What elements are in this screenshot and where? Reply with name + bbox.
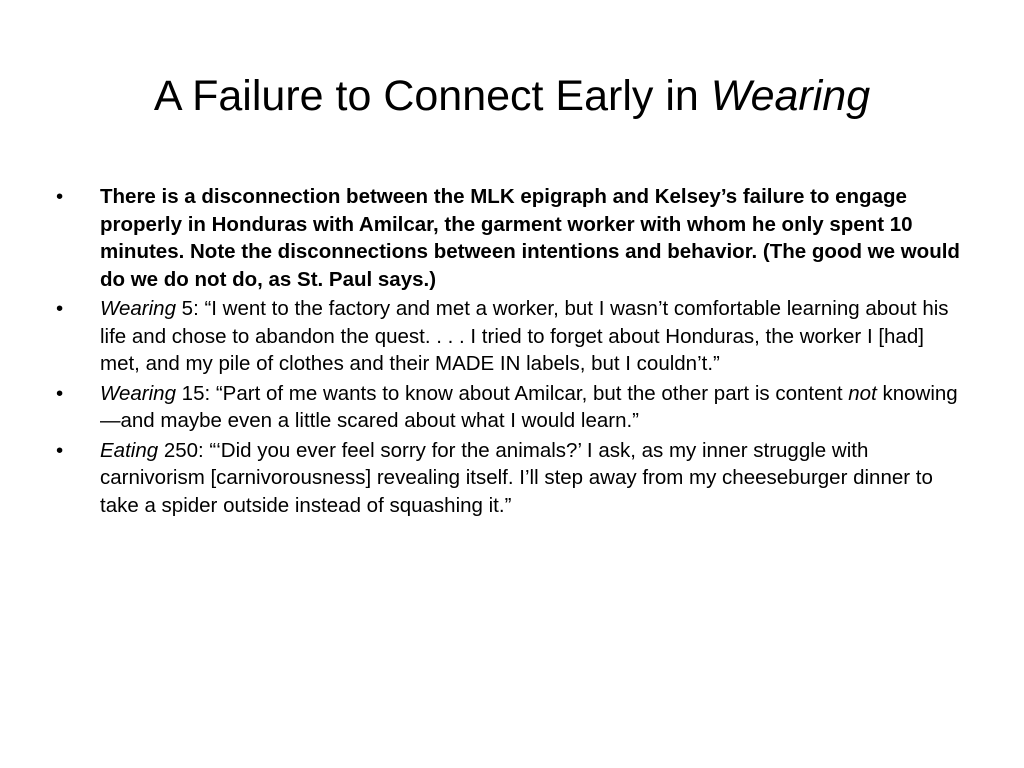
book-title: Eating	[100, 438, 159, 462]
book-title: Wearing	[100, 381, 176, 405]
bullet-text: 250: “‘Did you ever feel sorry for the animals?’ I ask, as my inner struggle with carnivorism [carnivorousness] revealing itself. I’ll step away from my cheeseburger dinner to take a spider outside instead of squashing it.”	[100, 438, 933, 517]
bullet-dot-icon: •	[56, 185, 64, 208]
book-title: Wearing	[100, 297, 176, 320]
bullet-item	[56, 437, 960, 520]
bullet-item	[56, 380, 960, 435]
bullet-item	[56, 183, 960, 293]
bullet-text: There is a disconnection between the MLK epigraph and Kelsey’s failure to engage properly in Honduras with Amilcar, the garment worker with whom he only spent 10 minutes. Note the disconnections between intentions and behavior. (The good we would do we do not do, as St. Paul says.)	[100, 185, 960, 291]
emphasis-word: not	[848, 381, 877, 405]
bullet-item	[56, 295, 960, 378]
bullet-text: 5: “I went to the factory and met a worker, but I wasn’t comfortable learning about his life and chose to abandon the quest. . . . I tried to forget about Honduras, the worker I [had] met, and my pile of clothes and their MADE IN labels, but I couldn’t.”	[100, 297, 949, 375]
slide-title-book: Wearing	[710, 72, 871, 120]
slide-title-main: A Failure to Connect Early in	[153, 72, 711, 120]
slide-title	[40, 66, 984, 126]
bullet-text: knowing—and maybe even a little scared about what I would learn.”	[100, 381, 958, 432]
bullet-list	[56, 183, 960, 521]
bullet-dot-icon: •	[56, 297, 64, 320]
bullet-dot-icon: •	[56, 381, 64, 405]
bullet-dot-icon: •	[56, 438, 64, 462]
bullet-text: 15: “Part of me wants to know about Amilcar, but the other part is content	[175, 381, 849, 405]
